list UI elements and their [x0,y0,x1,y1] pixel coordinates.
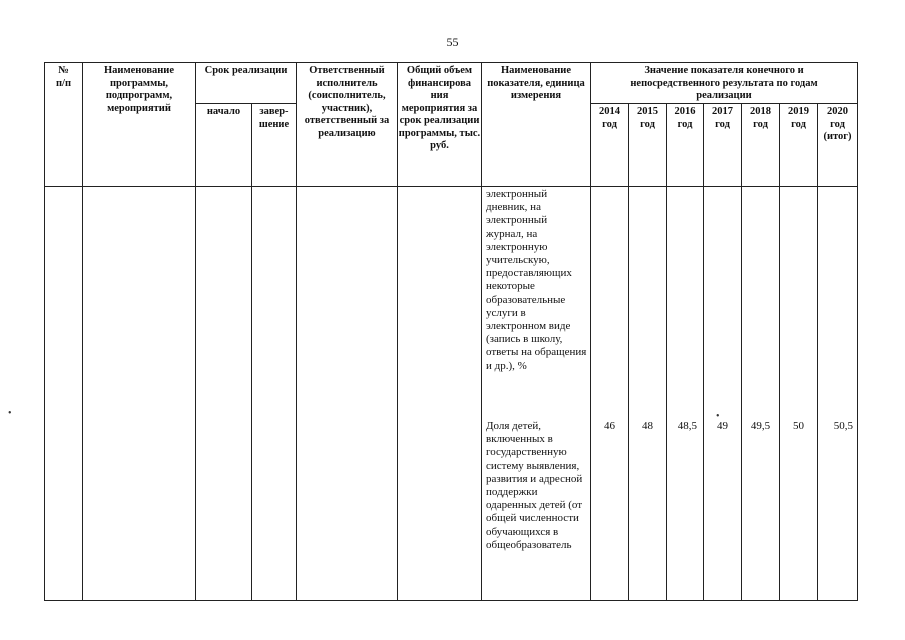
value-2016 [667,187,704,601]
header-year-2015 [629,104,667,187]
year-unit: год (итог) [823,118,852,142]
header-indicator: Наименование показателя, единица измерения [482,63,591,187]
value-2018 [742,187,780,601]
value-2015 [629,187,667,601]
value-2017 [704,187,742,601]
value-text: 48 [642,420,653,432]
indicator-text-2: Доля детей, включенных в государственную систему выявления, развития и адресной поддержки одаренных детей (от общей численности обучающихся в общеобразователь [486,420,583,551]
value-text: 46 [604,420,615,432]
year-label: 2016 [674,106,696,117]
header-start: начало [196,104,252,187]
header-year-2014 [591,104,629,187]
cell-name [83,187,196,601]
cell-executor [297,187,398,601]
header-year-2018 [742,104,780,187]
value-2020 [818,187,858,601]
scan-dot: • [716,411,720,422]
value-text: 48,5 [677,420,697,432]
value-text: 50,5 [833,420,853,432]
year-label: 2014 [599,106,620,117]
header-values-title: Значение показателя конечного и непосредственного результата по годам реализации [591,63,858,104]
year-unit: год [640,118,655,130]
value-text: 49 [717,420,728,432]
year-unit: год [602,118,617,130]
header-year-2019 [780,104,818,187]
header-name: Наименование программы, подпрограмм, мероприятий [83,63,196,187]
indicator-text-1: электронный дневник, на электронный журнал, на электронную учительскую, предоставляющих некоторые образовательные услуги в электронном виде (запись в школу, ответы на обращения и др.), % [486,188,587,372]
year-label: 2017 [712,106,733,117]
cell-funding [398,187,482,601]
value-text: 50 [793,420,804,432]
year-unit: год [715,118,730,130]
header-funding: Общий объем финансирова ния мероприятия за срок реализации программы, тыс. руб. [398,63,482,187]
year-label: 2018 [750,106,771,117]
header-year-2020 [818,104,858,187]
header-num: № п/п [45,63,83,187]
indicator-table [44,62,858,601]
year-label: 2019 [788,106,809,117]
value-2019 [780,187,818,601]
cell-num [45,187,83,601]
page-number: 55 [446,35,459,49]
year-label: 2015 [637,106,658,117]
header-executor: Ответственный исполнитель (соисполнитель, участник), ответственный за реализацию [297,63,398,187]
header-year-2016 [667,104,704,187]
value-2014 [591,187,629,601]
year-unit: год [753,118,768,130]
header-period: Срок реализации [196,63,297,104]
scan-dot: • [8,408,12,419]
year-unit: год [677,118,693,130]
header-end: завер- шение [252,104,297,187]
header-year-2017 [704,104,742,187]
year-unit: год [791,118,806,130]
cell-end [252,187,297,601]
year-label: 2020 [827,106,848,117]
cell-indicators [482,187,591,601]
cell-start [196,187,252,601]
value-text: 49,5 [750,420,771,432]
